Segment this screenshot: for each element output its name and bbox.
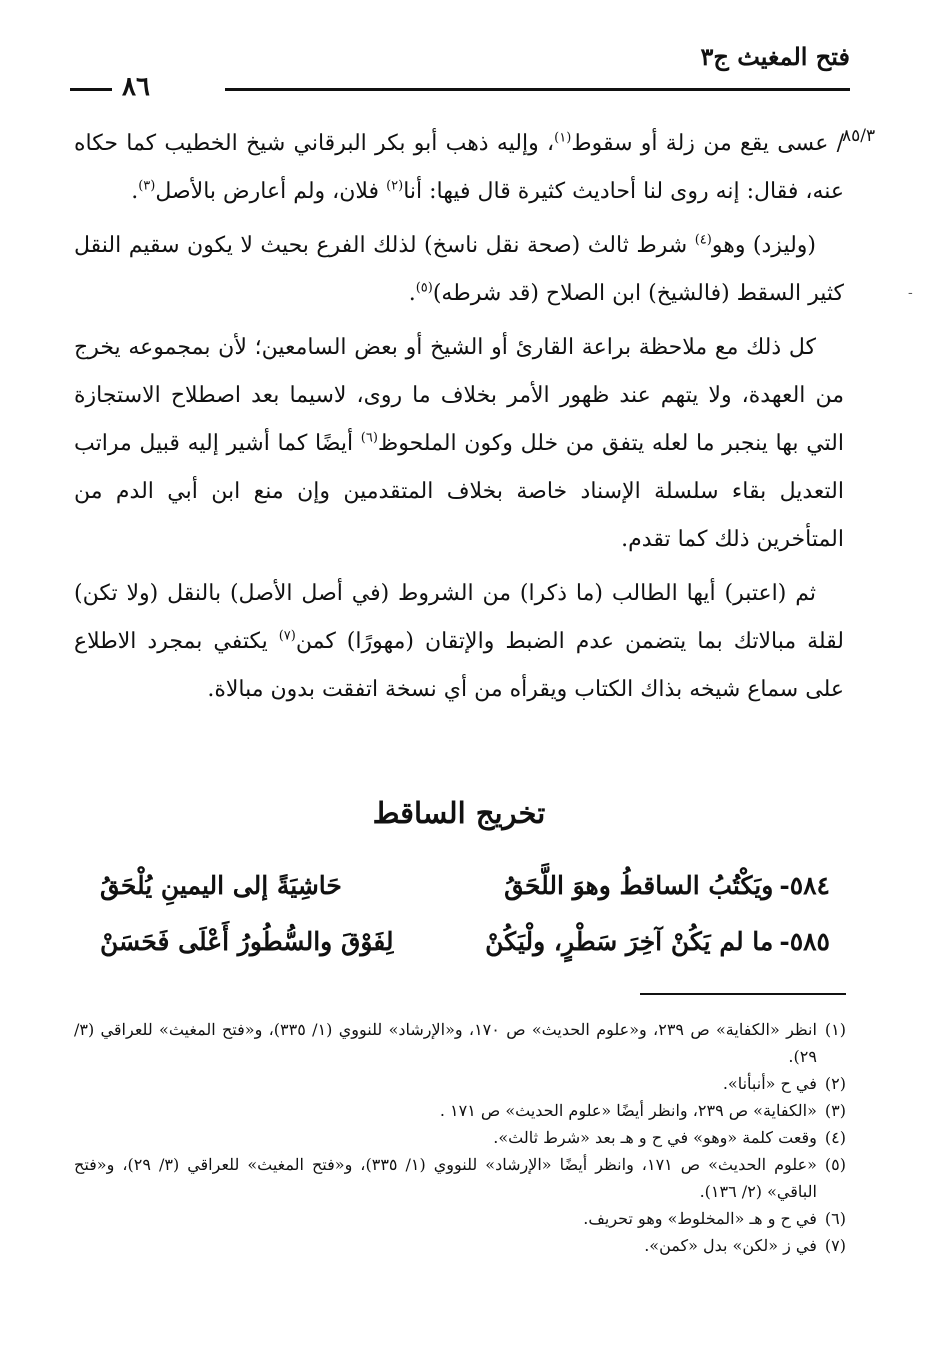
footnotes — [74, 1016, 846, 1259]
footnote-number: (٦) — [824, 1209, 846, 1228]
footnote-number: (٥) — [824, 1155, 846, 1174]
footnote-text: انظر «الكفاية» ص ٢٣٩، و«علوم الحديث» ص ١٧٠، و«الإرشاد» للنووي (١/ ٣٣٥)، و«فتح المغيث» للعراقي (٣/ ٢٩). — [74, 1020, 817, 1066]
verse-number: ٥٨٤- — [779, 871, 830, 900]
text-run: يكتفي بمجرد الاطلاع على سماع شيخه بذاك الكتاب ويقرأه من أي نسخة اتفقت بدون مبالاة. — [74, 629, 844, 702]
footnote-number: (٤) — [824, 1128, 846, 1147]
footnote-marker-5: (٥) — [415, 280, 433, 296]
text-run: فلان، ولم أعارض بالأصل — [155, 179, 387, 204]
footnote — [74, 1016, 846, 1070]
footnote-separator — [640, 993, 846, 995]
paragraph-1 — [74, 120, 844, 216]
paragraph-3 — [74, 324, 844, 564]
footnote-text: في ح و هـ «المخلوط» وهو تحريف. — [583, 1209, 817, 1228]
text-run: . — [131, 179, 139, 204]
text-run: كل ذلك مع ملاحظة براعة القارئ أو الشيخ أو بعض السامعين؛ لأن بمجموعه يخرج من العهدة، ولا يتهم عند ظهور الأمر بخلاف ما روى، لاسيما بعد اصطلاح الاستجازة التي بها ينجبر ما لعله يتفق من خلل وكون الملحوظ — [74, 335, 844, 456]
verse-text: ويَكْتُبُ الساقطُ وهوَ اللَّحَقُ — [504, 871, 774, 900]
header-rule-short — [70, 88, 112, 91]
footnote-number: (٢) — [824, 1074, 846, 1093]
footnote — [74, 1070, 846, 1097]
footnote-text: في ز «لكن» بدل «كمن». — [644, 1236, 817, 1255]
verse-block — [100, 858, 830, 970]
footnote-marker-7: (٧) — [278, 628, 296, 644]
text-run: (وليزد) وهو — [711, 233, 816, 258]
footnote-text: «الكفاية» ص ٢٣٩، وانظر أيضًا «علوم الحديث» ص ١٧١ . — [439, 1101, 817, 1120]
footnote — [74, 1151, 846, 1205]
book-title: فتح المغيث ج٣ — [700, 42, 850, 71]
footnote — [74, 1232, 846, 1259]
footnote-marker-3: (٣) — [138, 178, 156, 194]
footnote — [74, 1097, 846, 1124]
verse-line — [100, 914, 830, 970]
footnote-marker-2: (٢) — [386, 178, 404, 194]
footnote-text: في ح «أنبأنا». — [722, 1074, 817, 1093]
text-run: . — [408, 281, 416, 306]
footnote-number: (١) — [824, 1020, 846, 1039]
verse-text: ما لم يَكُنْ آخِرَ سَطْرٍ، ولْيَكُنْ — [485, 927, 774, 956]
edge-mark: - — [908, 285, 913, 301]
text-run: ، وإليه ذهب أبو بكر البرقاني شيخ الخطيب كما حكاه عنه، فقال: إنه روى لنا أحاديث كثيرة قال فيها: أنا — [74, 131, 844, 204]
verse-line — [100, 858, 830, 914]
paragraph-2 — [74, 222, 844, 318]
paragraph-4 — [74, 570, 844, 714]
footnote-marker-6: (٦) — [360, 430, 378, 446]
main-text — [74, 120, 844, 720]
text-run: / عسى يقع من زلة أو سقوط — [571, 131, 844, 156]
verse-second-hemistich: لِفَوْقَ والسُّطُورُ أَعْلَى فَحَسَنْ — [100, 927, 394, 956]
verse-second-hemistich: حَاشِيَةً إلى اليمينِ يُلْحَقُ — [100, 871, 342, 900]
verse-first-hemistich — [504, 858, 830, 914]
footnote — [74, 1205, 846, 1232]
footnote-text: وقعت كلمة «وهو» في ح و هـ بعد «شرط ثالث». — [493, 1128, 817, 1147]
text-run: ثم (اعتبر) أيها الطالب (ما ذكرا) من الشروط (في أصل الأصل) بالنقل (ولا تكن) لقلة مبالاتك بما يتضمن عدم الضبط والإتقان (مهورًا) كمن — [74, 581, 845, 654]
margin-reference: ٨٥/٣ — [842, 126, 876, 146]
text-run: أيضًا كما أشير إليه قبيل مراتب التعديل بقاء سلسلة الإسناد خاصة بخلاف المتقدمين وإن منع ابن أبي الدم من المتأخرين ذلك كما تقدم. — [74, 431, 844, 552]
footnote-text: «علوم الحديث» ص ١٧١، وانظر أيضًا «الإرشاد» للنووي (١/ ٣٣٥)، و«فتح المغيث» للعراقي (٣/ ٢٩)، و«فتح الباقي» (٢/ ١٣٦). — [74, 1155, 817, 1201]
footnote — [74, 1124, 846, 1151]
verse-number: ٥٨٥- — [779, 927, 830, 956]
verse-first-hemistich — [485, 914, 830, 970]
header-rule — [225, 88, 850, 91]
section-title: تخريج الساقط — [372, 796, 546, 830]
footnote-marker-4: (٤) — [694, 232, 712, 248]
page-header — [70, 38, 850, 102]
footnote-marker-1: (١) — [554, 130, 572, 146]
page-number: ٨٦ — [122, 72, 150, 102]
footnote-number: (٣) — [824, 1101, 846, 1120]
text-run: شرط ثالث (صحة نقل ناسخ) لذلك الفرع بحيث لا يكون سقيم النقل كثير السقط (فالشيخ) ابن الصلاح (قد شرطه) — [74, 233, 844, 306]
footnote-number: (٧) — [824, 1236, 846, 1255]
